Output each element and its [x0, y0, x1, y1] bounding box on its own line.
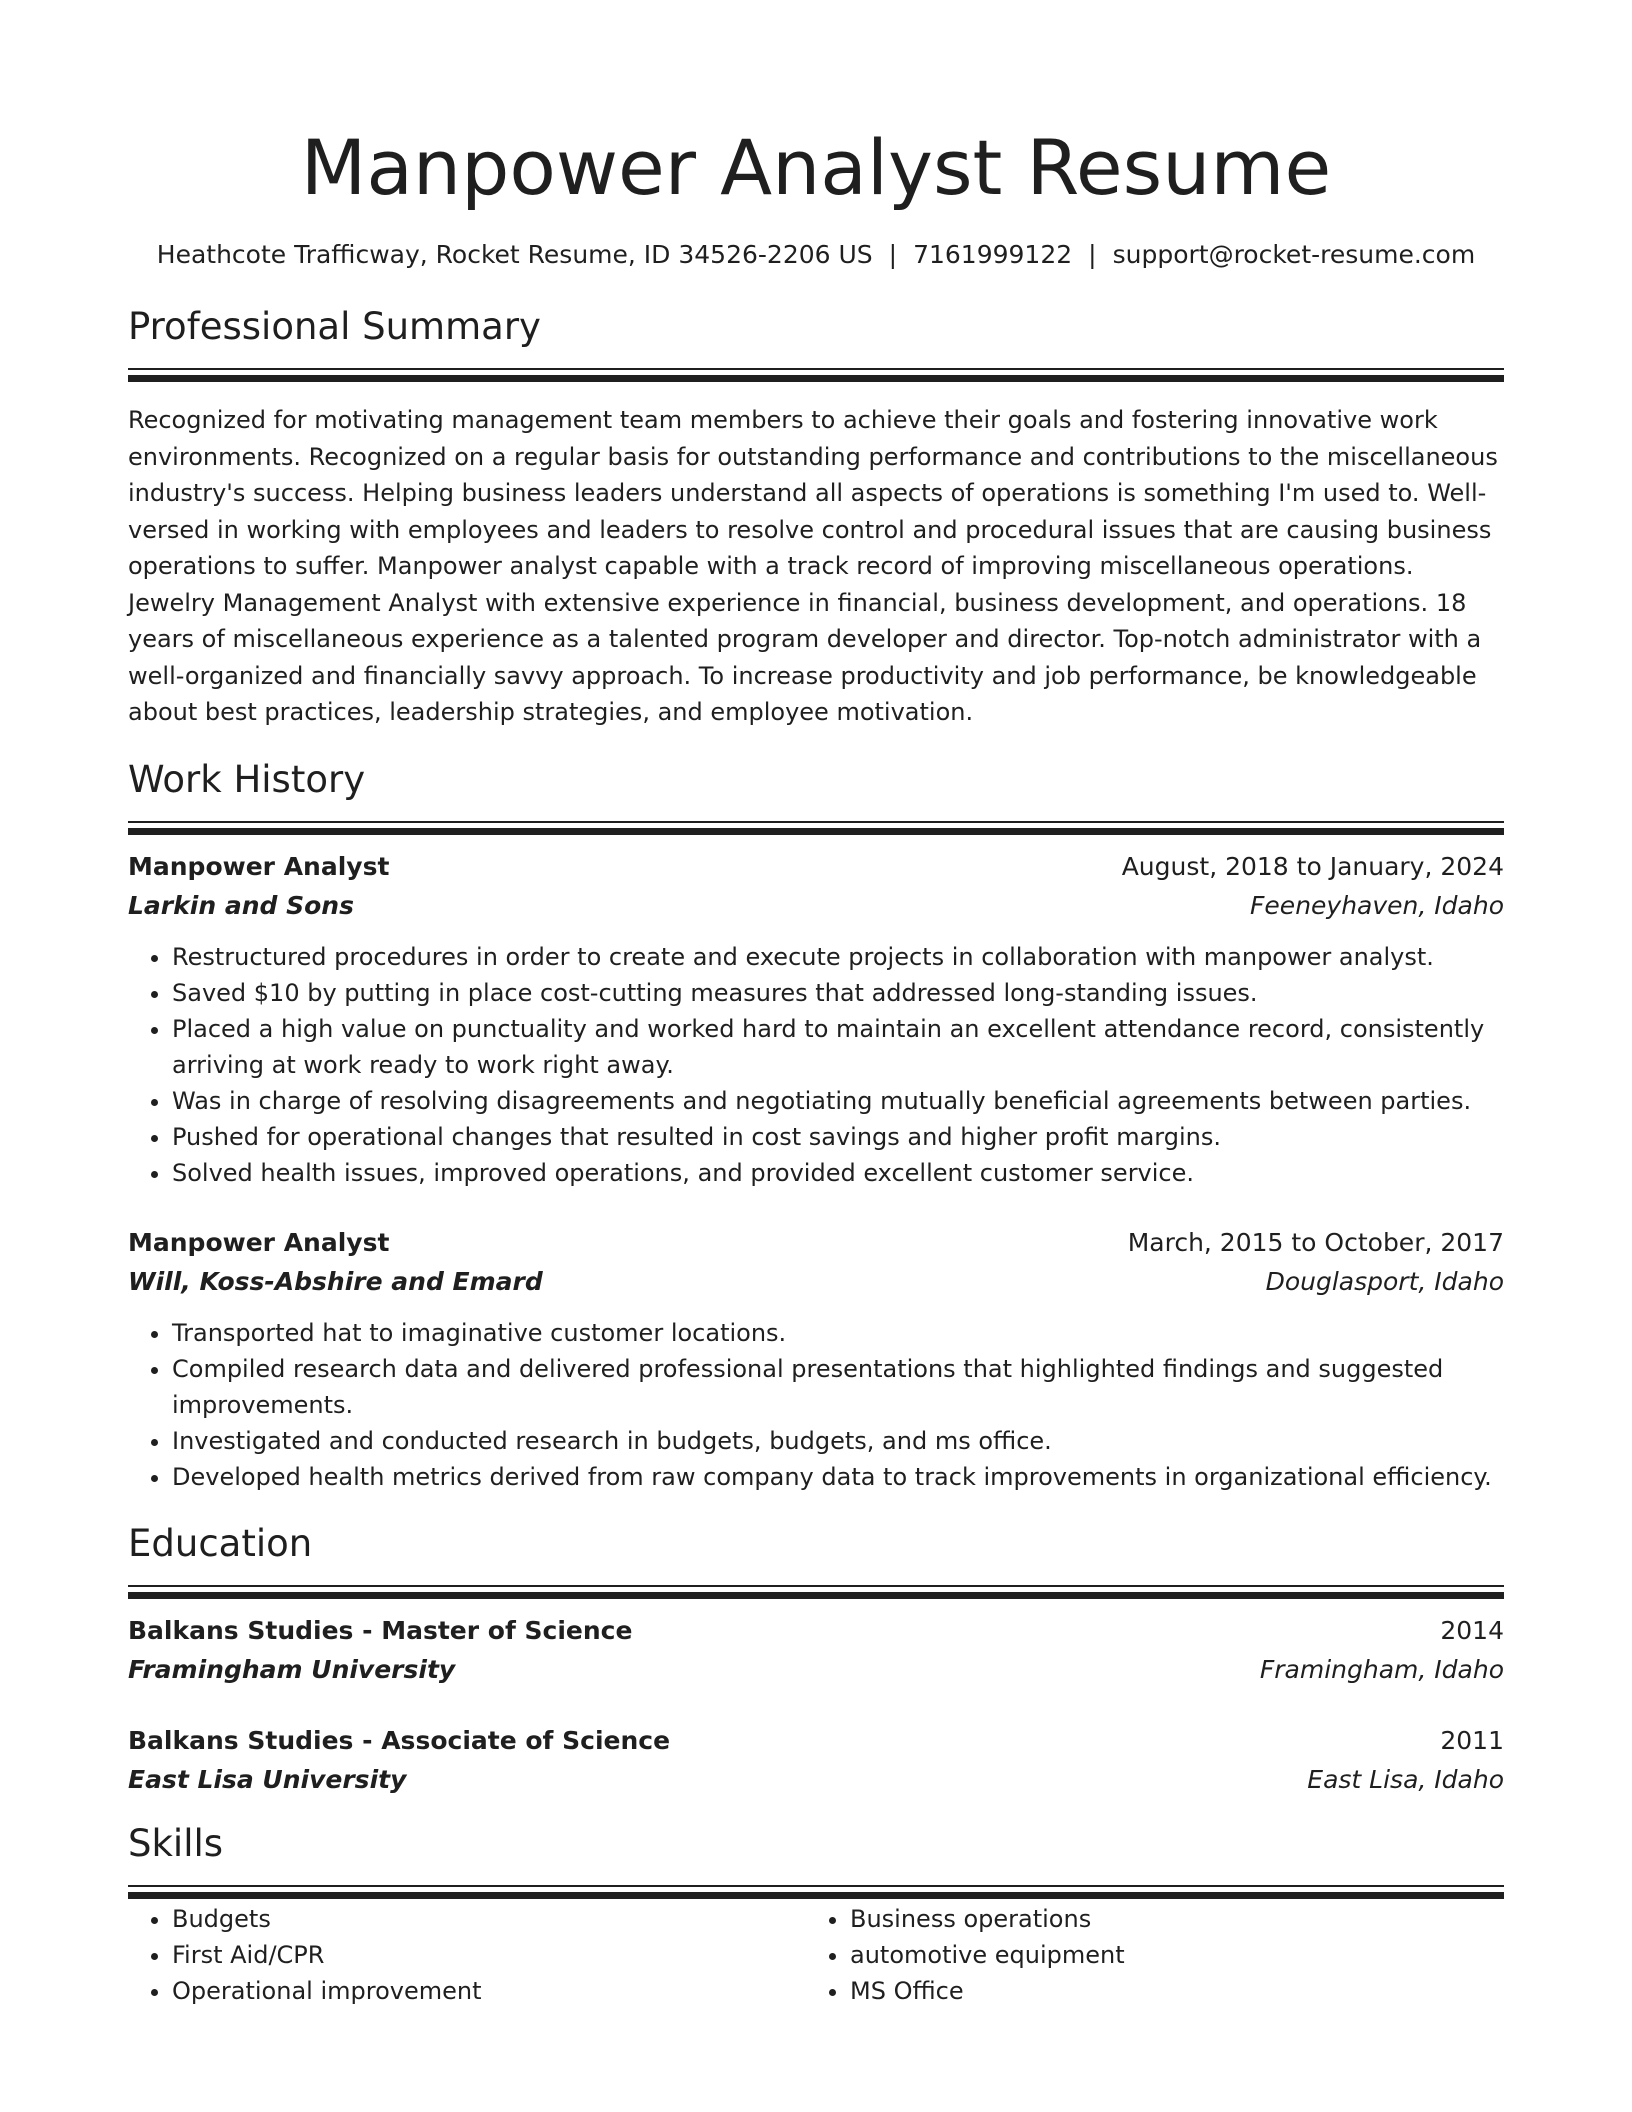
- school-location: Framingham, Idaho: [1259, 1654, 1504, 1684]
- list-item: • Compiled research data and delivered professional presentations that highlighted findings and suggested improvements.: [172, 1351, 1504, 1423]
- section-divider: [128, 821, 1504, 823]
- graduation-year: 2014: [1440, 1615, 1504, 1645]
- skill-item: • Business operations: [850, 1901, 1484, 1937]
- skills-list-right: [806, 1901, 1484, 2009]
- school-name: Framingham University: [128, 1654, 456, 1684]
- list-item: • Pushed for operational changes that resulted in cost savings and higher profit margins.: [172, 1119, 1504, 1155]
- contact-separator: |: [1088, 240, 1097, 269]
- contact-separator: |: [888, 240, 898, 269]
- skills-section: [128, 1819, 1504, 2009]
- education-entry: [128, 1611, 1504, 1689]
- skills-list-left: [128, 1901, 806, 2009]
- job-entry: [128, 1223, 1504, 1495]
- degree: Balkans Studies - Associate of Science: [128, 1725, 671, 1755]
- summary-text: Recognized for motivating management team members to achieve their goals and fostering innovative work environments. Recognized on a regular basis for outstanding performance and contributions to the miscellaneous industry's success. Helping business leaders understand all aspects of operations is something I'm used to. Well-versed in working with employees and leaders to resolve control and procedural issues that are causing business operations to suffer. Manpower analyst capable with a track record of improving miscellaneous operations. Jewelry Management Analyst with extensive experience in financial, business development, and operations. 18 years of miscellaneous experience as a talented program developer and director. Top-notch administrator with a well-organized and financially savvy approach. To increase productivity and job performance, be knowledgeable about best practices, leadership strategies, and employee motivation.: [128, 406, 1498, 726]
- school-location: East Lisa, Idaho: [1307, 1764, 1504, 1794]
- school-name: East Lisa University: [128, 1764, 407, 1794]
- list-item: • Transported hat to imaginative customer locations.: [172, 1315, 1504, 1351]
- job-title: Manpower Analyst: [128, 1227, 390, 1257]
- graduation-year: 2011: [1440, 1725, 1504, 1755]
- skill-item: • MS Office: [850, 1973, 1484, 2009]
- work-history-section: [128, 755, 1504, 1495]
- section-divider: [128, 368, 1504, 370]
- list-item: • Saved $10 by putting in place cost-cutting measures that addressed long-standing issues.: [172, 975, 1504, 1011]
- education-section: [128, 1519, 1504, 1799]
- education-heading: Education: [128, 1521, 313, 1565]
- skill-item: • Operational improvement: [172, 1973, 806, 2009]
- skills-heading: Skills: [128, 1821, 224, 1865]
- contact-phone: 7161999122: [913, 240, 1073, 269]
- work-history-heading: Work History: [128, 757, 366, 801]
- skill-item: • Budgets: [172, 1901, 806, 1937]
- job-dates: August, 2018 to January, 2024: [1121, 851, 1504, 881]
- resume-title: Manpower Analyst Resume: [300, 123, 1332, 212]
- list-item: • Solved health issues, improved operations, and provided excellent customer service.: [172, 1155, 1504, 1191]
- summary-section: [128, 302, 1504, 731]
- job-company: Larkin and Sons: [128, 890, 354, 920]
- summary-heading: Professional Summary: [128, 305, 541, 348]
- job-title: Manpower Analyst: [128, 851, 390, 881]
- resume-page: [128, 0, 1504, 2009]
- job-location: Feeneyhaven, Idaho: [1250, 890, 1504, 920]
- skill-item: • First Aid/CPR: [172, 1937, 806, 1973]
- section-divider: [128, 1585, 1504, 1587]
- list-item: • Developed health metrics derived from raw company data to track improvements in organizational efficiency.: [172, 1459, 1504, 1495]
- list-item: • Restructured procedures in order to create and execute projects in collaboration with manpower analyst.: [172, 939, 1504, 975]
- job-bullets: [128, 939, 1504, 1191]
- degree: Balkans Studies - Master of Science: [128, 1615, 633, 1645]
- contact-line: [128, 238, 1504, 272]
- job-dates: March, 2015 to October, 2017: [1127, 1227, 1504, 1257]
- job-bullets: [128, 1315, 1504, 1495]
- job-entry: [128, 847, 1504, 1191]
- education-entry: [128, 1721, 1504, 1799]
- list-item: • Investigated and conducted research in budgets, budgets, and ms office.: [172, 1423, 1504, 1459]
- skill-item: • automotive equipment: [850, 1937, 1484, 1973]
- contact-email: support@rocket-resume.com: [1112, 240, 1476, 269]
- section-divider: [128, 1885, 1504, 1887]
- list-item: • Was in charge of resolving disagreements and negotiating mutually beneficial agreements between parties.: [172, 1083, 1504, 1119]
- skills-columns: [128, 1901, 1504, 2009]
- list-item: • Placed a high value on punctuality and worked hard to maintain an excellent attendance record, consistently arriving at work ready to work right away.: [172, 1011, 1504, 1083]
- contact-address: Heathcote Trafficway, Rocket Resume, ID 34526-2206 US: [156, 240, 873, 269]
- job-location: Douglasport, Idaho: [1265, 1266, 1504, 1296]
- job-company: Will, Koss-Abshire and Emard: [128, 1266, 543, 1296]
